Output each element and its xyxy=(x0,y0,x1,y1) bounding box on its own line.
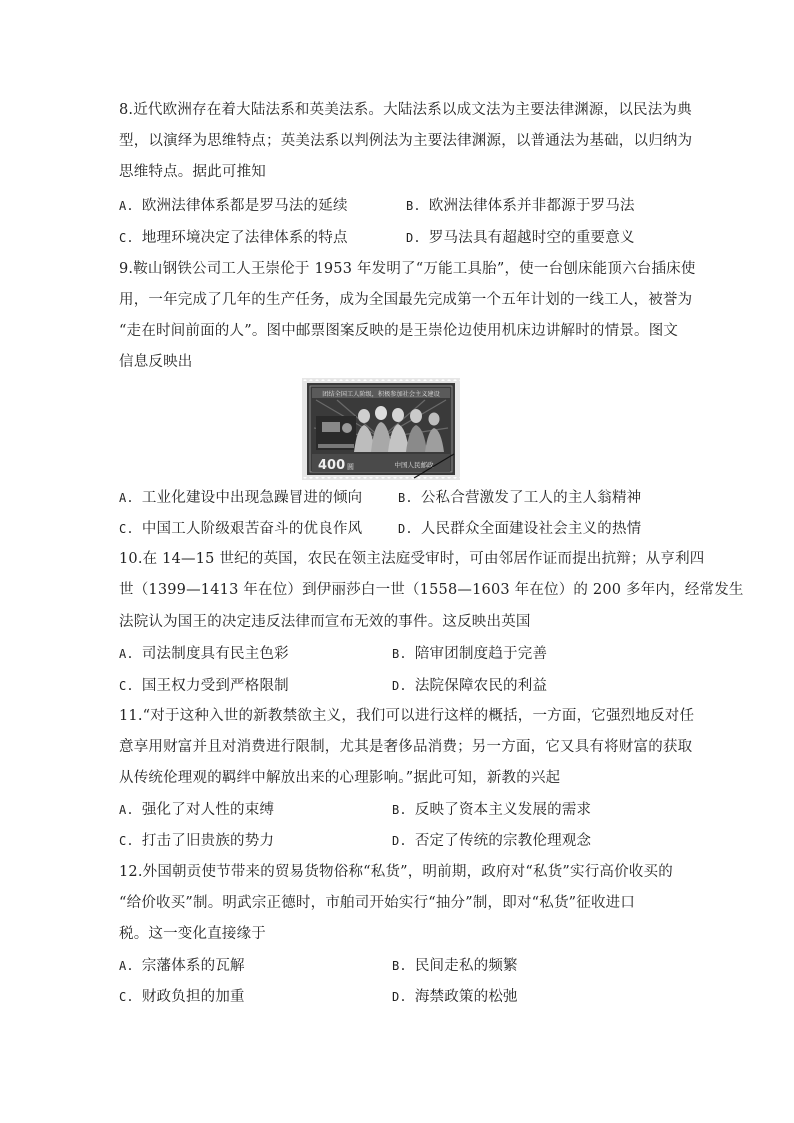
q8-option-b[interactable] xyxy=(406,196,635,216)
q12-stem-line-1: 12.外国朝贡使节带来的贸易货物俗称“私货”，明前期，政府对“私货”实行高价收买的 xyxy=(119,864,673,880)
q12-option-a[interactable] xyxy=(119,956,245,976)
q12-stem-line-3: 税。这一变化直接缘于 xyxy=(119,926,266,942)
q9-option-c-letter: C. xyxy=(119,522,134,536)
q11-option-d-text: 否定了传统的宗教伦理观念 xyxy=(414,833,592,849)
q10-option-d-text: 法院保障农民的利益 xyxy=(414,678,548,694)
q11-stem-line-1: 11.“对于这种入世的新教禁欲主义，我们可以进行这样的概括，一方面，它强烈地反对任 xyxy=(119,708,695,724)
q12-option-a-letter: A. xyxy=(119,959,134,973)
q11-option-c-text: 打击了旧贵族的势力 xyxy=(141,833,275,849)
q8-option-a-text: 欧洲法律体系都是罗马法的延续 xyxy=(141,198,348,214)
q10-option-c-letter: C. xyxy=(119,679,134,693)
q9-option-d-letter: D. xyxy=(398,522,413,536)
q11-option-a-letter: A. xyxy=(119,803,134,817)
q10-option-d[interactable] xyxy=(392,676,547,696)
stamp-illustration xyxy=(302,378,460,480)
q9-option-b[interactable] xyxy=(398,488,641,508)
q8-option-d-letter: D. xyxy=(406,231,421,245)
stamp-banner-text: 团结全国工人阶级，积极参加社会主义建设 xyxy=(322,391,440,398)
q8-option-d-text: 罗马法具有超越时空的重要意义 xyxy=(428,230,635,246)
q8-stem-line-2: 型，以演绎为思维特点；英美法系以判例法为主要法律渊源，以普通法为基础，以归纳为 xyxy=(119,133,693,149)
stamp-unit: 圆 xyxy=(347,463,354,471)
q8-stem-line-3: 思维特点。据此可推知 xyxy=(119,164,266,180)
q12-option-c-letter: C. xyxy=(119,990,134,1004)
q9-option-b-letter: B. xyxy=(398,491,413,505)
q8-option-b-letter: B. xyxy=(406,199,421,213)
q12-stem-line-2: “给价收买”制。明武宗正德时，市舶司开始实行“抽分”制，即对“私货”征收进口 xyxy=(119,895,636,911)
q12-option-a-text: 宗藩体系的瓦解 xyxy=(141,958,245,974)
q11-option-b-text: 反映了资本主义发展的需求 xyxy=(414,802,592,818)
q9-option-c[interactable] xyxy=(119,519,362,539)
q12-option-d[interactable] xyxy=(392,987,518,1007)
q10-option-d-letter: D. xyxy=(392,679,407,693)
q11-stem-line-3: 从传统伦理观的羁绊中解放出来的心理影响。”据此可知，新教的兴起 xyxy=(119,770,561,786)
q9-option-a-letter: A. xyxy=(119,491,134,505)
q10-option-c[interactable] xyxy=(119,676,289,696)
q8-option-d[interactable] xyxy=(406,228,635,248)
q9-option-d[interactable] xyxy=(398,519,641,539)
q9-stem-line-3: “走在时间前面的人”。图中邮票图案反映的是王崇伦边使用机床边讲解时的情景。图文 xyxy=(119,323,679,339)
stamp-denomination: 400 xyxy=(318,458,346,473)
q10-option-a-letter: A. xyxy=(119,647,134,661)
q11-option-c[interactable] xyxy=(119,831,274,851)
q11-option-d[interactable] xyxy=(392,831,591,851)
q9-option-a-text: 工业化建设中出现急躁冒进的倾向 xyxy=(141,490,363,506)
q12-option-b-text: 民间走私的频繁 xyxy=(414,958,518,974)
q11-stem-line-2: 意享用财富并且对消费进行限制，尤其是奢侈品消费；另一方面，它又具有将财富的获取 xyxy=(119,739,693,755)
q10-option-a[interactable] xyxy=(119,644,289,664)
q9-option-d-text: 人民群众全面建设社会主义的热情 xyxy=(420,521,642,537)
q10-option-a-text: 司法制度具有民主色彩 xyxy=(141,646,289,662)
q9-option-c-text: 中国工人阶级艰苦奋斗的优良作风 xyxy=(141,521,363,537)
q10-option-b-letter: B. xyxy=(392,647,407,661)
q8-option-a[interactable] xyxy=(119,196,348,216)
q9-option-b-text: 公私合营激发了工人的主人翁精神 xyxy=(420,490,642,506)
stamp-issuer: 中国人民邮政 xyxy=(394,461,434,469)
q12-option-b-letter: B. xyxy=(392,959,407,973)
q12-option-d-text: 海禁政策的松弛 xyxy=(414,989,518,1005)
q12-option-c-text: 财政负担的加重 xyxy=(141,989,245,1005)
q9-option-a[interactable] xyxy=(119,488,362,508)
q11-option-d-letter: D. xyxy=(392,834,407,848)
q12-option-c[interactable] xyxy=(119,987,245,1007)
q9-stem-line-2: 用，一年完成了几年的生产任务，成为全国最先完成第一个五年计划的一线工人，被誉为 xyxy=(119,292,693,308)
q8-option-a-letter: A. xyxy=(119,199,134,213)
q10-option-c-text: 国王权力受到严格限制 xyxy=(141,678,289,694)
q8-stem-line-1: 8.近代欧洲存在着大陆法系和英美法系。大陆法系以成文法为主要法律渊源，以民法为典 xyxy=(119,102,692,118)
q11-option-c-letter: C. xyxy=(119,834,134,848)
q8-option-c[interactable] xyxy=(119,228,348,248)
q8-option-c-letter: C. xyxy=(119,231,134,245)
q11-option-a[interactable] xyxy=(119,800,274,820)
q11-option-b-letter: B. xyxy=(392,803,407,817)
q11-option-a-text: 强化了对人性的束缚 xyxy=(141,802,275,818)
q10-stem-line-1: 10.在 14—15 世纪的英国，农民在领主法庭受审时，可由邻居作证而提出抗辩；从亨利四 xyxy=(119,551,705,567)
q10-option-b-text: 陪审团制度趋于完善 xyxy=(414,646,548,662)
q8-option-b-text: 欧洲法律体系并非都源于罗马法 xyxy=(428,198,635,214)
q10-stem-line-2: 世（1399—1413 年在位）到伊丽莎白一世（1558—1603 年在位）的 200 多年内，经常发生 xyxy=(119,582,744,598)
q10-stem-line-3: 法院认为国王的决定违反法律而宣布无效的事件。这反映出英国 xyxy=(119,614,531,630)
q11-option-b[interactable] xyxy=(392,800,591,820)
q10-option-b[interactable] xyxy=(392,644,547,664)
q9-stem-line-1: 9.鞍山钢铁公司工人王崇伦于 1953 年发明了“万能工具胎”，使一台刨床能顶六台插床使 xyxy=(119,261,696,277)
q12-option-b[interactable] xyxy=(392,956,518,976)
stamp-image xyxy=(302,378,460,480)
q8-option-c-text: 地理环境决定了法律体系的特点 xyxy=(141,230,348,246)
q9-stem-line-4: 信息反映出 xyxy=(119,354,193,370)
q12-option-d-letter: D. xyxy=(392,990,407,1004)
